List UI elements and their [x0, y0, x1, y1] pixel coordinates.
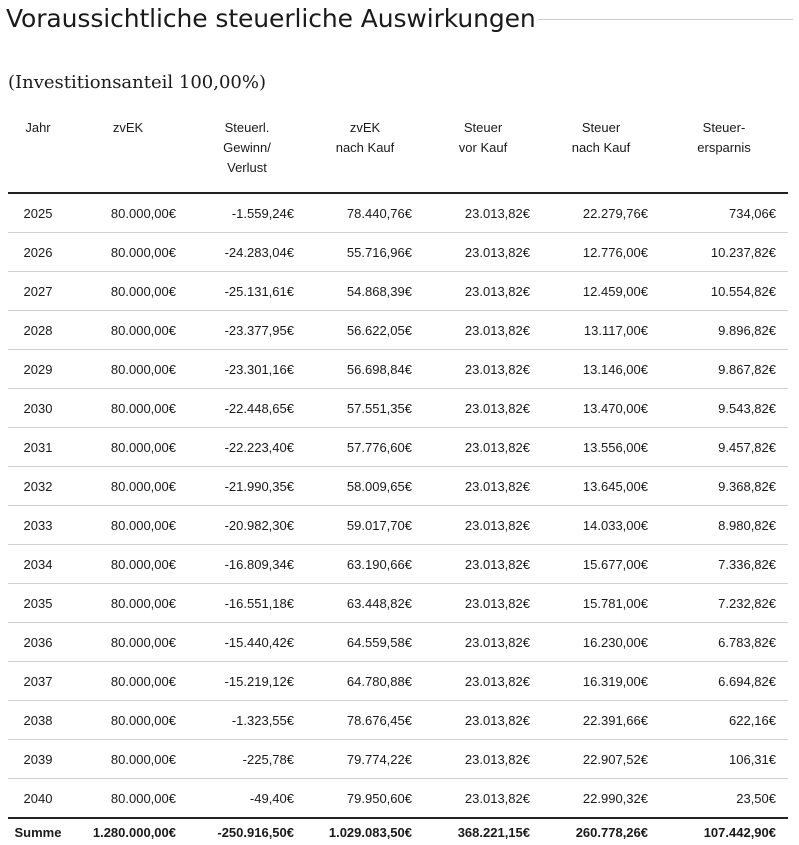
cell-steuerl-gewinn-verlust: -15.219,12€: [188, 662, 306, 701]
cell-steuer-vor-kauf: 23.013,82€: [424, 311, 542, 350]
cell-zvek-nach-kauf: 56.698,84€: [306, 350, 424, 389]
cell-zvek-nach-kauf: 64.780,88€: [306, 662, 424, 701]
cell-steuerl-gewinn-verlust: -15.440,42€: [188, 623, 306, 662]
cell-steuer-nach-kauf: 12.776,00€: [542, 233, 660, 272]
cell-zvek: 80.000,00€: [68, 740, 188, 779]
cell-jahr: 2027: [8, 272, 68, 311]
cell-zvek: 80.000,00€: [68, 467, 188, 506]
cell-steuer-vor-kauf: 23.013,82€: [424, 740, 542, 779]
total-steuer-nach-kauf: 260.778,26€: [542, 818, 660, 845]
cell-steuerersparnis: 9.457,82€: [660, 428, 788, 467]
header-steuerl-gewinn-verlust: Steuerl. Gewinn/ Verlust: [188, 108, 306, 193]
cell-zvek: 80.000,00€: [68, 506, 188, 545]
cell-steuer-vor-kauf: 23.013,82€: [424, 623, 542, 662]
total-steuer-vor-kauf: 368.221,15€: [424, 818, 542, 845]
cell-steuerersparnis: 9.896,82€: [660, 311, 788, 350]
cell-zvek-nach-kauf: 59.017,70€: [306, 506, 424, 545]
cell-steuer-vor-kauf: 23.013,82€: [424, 506, 542, 545]
table-row: [8, 428, 788, 467]
total-zvek: 1.280.000,00€: [68, 818, 188, 845]
cell-zvek-nach-kauf: 63.448,82€: [306, 584, 424, 623]
cell-steuer-vor-kauf: 23.013,82€: [424, 193, 542, 233]
cell-steuerersparnis: 10.554,82€: [660, 272, 788, 311]
header-steuer-nach-kauf: Steuer nach Kauf: [542, 108, 660, 193]
table-row: [8, 506, 788, 545]
cell-steuer-nach-kauf: 22.279,76€: [542, 193, 660, 233]
cell-jahr: 2026: [8, 233, 68, 272]
cell-zvek-nach-kauf: 79.774,22€: [306, 740, 424, 779]
table-row: [8, 467, 788, 506]
table-row: [8, 584, 788, 623]
cell-zvek-nach-kauf: 58.009,65€: [306, 467, 424, 506]
cell-steuer-nach-kauf: 13.146,00€: [542, 350, 660, 389]
totals-label: Summe: [8, 818, 68, 845]
cell-steuer-nach-kauf: 14.033,00€: [542, 506, 660, 545]
cell-steuer-vor-kauf: 23.013,82€: [424, 701, 542, 740]
cell-zvek: 80.000,00€: [68, 350, 188, 389]
cell-jahr: 2036: [8, 623, 68, 662]
cell-steuer-nach-kauf: 12.459,00€: [542, 272, 660, 311]
cell-steuerersparnis: 8.980,82€: [660, 506, 788, 545]
title-row: [6, 2, 793, 36]
cell-jahr: 2032: [8, 467, 68, 506]
cell-steuerersparnis: 7.336,82€: [660, 545, 788, 584]
table-header: [8, 108, 788, 193]
cell-zvek: 80.000,00€: [68, 662, 188, 701]
cell-zvek: 80.000,00€: [68, 779, 188, 819]
header-steuerersparnis: Steuer- ersparnis: [660, 108, 788, 193]
cell-jahr: 2029: [8, 350, 68, 389]
cell-zvek: 80.000,00€: [68, 272, 188, 311]
cell-zvek-nach-kauf: 54.868,39€: [306, 272, 424, 311]
table-row: [8, 623, 788, 662]
cell-steuerl-gewinn-verlust: -25.131,61€: [188, 272, 306, 311]
cell-jahr: 2037: [8, 662, 68, 701]
cell-steuerl-gewinn-verlust: -225,78€: [188, 740, 306, 779]
cell-steuerl-gewinn-verlust: -20.982,30€: [188, 506, 306, 545]
investment-share-subtitle: (Investitionsanteil 100,00%): [8, 72, 266, 93]
table-row: [8, 389, 788, 428]
cell-jahr: 2039: [8, 740, 68, 779]
cell-zvek-nach-kauf: 78.676,45€: [306, 701, 424, 740]
cell-zvek: 80.000,00€: [68, 311, 188, 350]
header-zvek: zvEK: [68, 108, 188, 193]
cell-steuerl-gewinn-verlust: -22.448,65€: [188, 389, 306, 428]
cell-jahr: 2038: [8, 701, 68, 740]
totals-row: [8, 818, 788, 845]
cell-steuerl-gewinn-verlust: -23.377,95€: [188, 311, 306, 350]
cell-steuer-nach-kauf: 13.556,00€: [542, 428, 660, 467]
cell-steuerersparnis: 9.867,82€: [660, 350, 788, 389]
cell-steuer-vor-kauf: 23.013,82€: [424, 389, 542, 428]
cell-steuer-nach-kauf: 22.907,52€: [542, 740, 660, 779]
cell-steuer-nach-kauf: 22.990,32€: [542, 779, 660, 819]
table-row: [8, 193, 788, 233]
table-row: [8, 233, 788, 272]
table-footer: [8, 818, 788, 845]
cell-steuerersparnis: 6.694,82€: [660, 662, 788, 701]
cell-steuerersparnis: 9.543,82€: [660, 389, 788, 428]
page-title: Voraussichtliche steuerliche Auswirkungen: [6, 2, 538, 36]
cell-steuerl-gewinn-verlust: -21.990,35€: [188, 467, 306, 506]
cell-zvek-nach-kauf: 64.559,58€: [306, 623, 424, 662]
header-zvek-nach-kauf: zvEK nach Kauf: [306, 108, 424, 193]
header-jahr: Jahr: [8, 108, 68, 193]
cell-zvek-nach-kauf: 56.622,05€: [306, 311, 424, 350]
table-body: [8, 193, 788, 818]
cell-steuerl-gewinn-verlust: -49,40€: [188, 779, 306, 819]
cell-steuer-nach-kauf: 15.781,00€: [542, 584, 660, 623]
cell-jahr: 2031: [8, 428, 68, 467]
cell-zvek-nach-kauf: 63.190,66€: [306, 545, 424, 584]
table-row: [8, 350, 788, 389]
cell-steuer-nach-kauf: 16.319,00€: [542, 662, 660, 701]
cell-steuerersparnis: 622,16€: [660, 701, 788, 740]
cell-steuerersparnis: 7.232,82€: [660, 584, 788, 623]
cell-jahr: 2034: [8, 545, 68, 584]
cell-steuerl-gewinn-verlust: -1.323,55€: [188, 701, 306, 740]
cell-steuer-vor-kauf: 23.013,82€: [424, 467, 542, 506]
cell-steuer-nach-kauf: 22.391,66€: [542, 701, 660, 740]
table-row: [8, 662, 788, 701]
cell-steuer-nach-kauf: 13.645,00€: [542, 467, 660, 506]
cell-steuer-vor-kauf: 23.013,82€: [424, 428, 542, 467]
cell-jahr: 2028: [8, 311, 68, 350]
table-row: [8, 701, 788, 740]
table-row: [8, 740, 788, 779]
cell-steuer-nach-kauf: 15.677,00€: [542, 545, 660, 584]
cell-steuerersparnis: 734,06€: [660, 193, 788, 233]
cell-steuer-vor-kauf: 23.013,82€: [424, 779, 542, 819]
cell-zvek-nach-kauf: 55.716,96€: [306, 233, 424, 272]
table-row: [8, 272, 788, 311]
cell-zvek: 80.000,00€: [68, 193, 188, 233]
cell-steuerl-gewinn-verlust: -23.301,16€: [188, 350, 306, 389]
cell-jahr: 2035: [8, 584, 68, 623]
tax-effects-table: [8, 108, 788, 845]
cell-jahr: 2030: [8, 389, 68, 428]
cell-steuer-vor-kauf: 23.013,82€: [424, 662, 542, 701]
cell-steuerl-gewinn-verlust: -1.559,24€: [188, 193, 306, 233]
cell-steuerl-gewinn-verlust: -16.809,34€: [188, 545, 306, 584]
table-row: [8, 779, 788, 819]
cell-steuerl-gewinn-verlust: -22.223,40€: [188, 428, 306, 467]
cell-zvek: 80.000,00€: [68, 233, 188, 272]
cell-steuer-vor-kauf: 23.013,82€: [424, 233, 542, 272]
cell-steuerersparnis: 106,31€: [660, 740, 788, 779]
total-zvek-nach-kauf: 1.029.083,50€: [306, 818, 424, 845]
cell-zvek-nach-kauf: 57.551,35€: [306, 389, 424, 428]
cell-zvek: 80.000,00€: [68, 545, 188, 584]
cell-steuerersparnis: 9.368,82€: [660, 467, 788, 506]
cell-steuer-vor-kauf: 23.013,82€: [424, 350, 542, 389]
header-row: [8, 108, 788, 193]
cell-steuer-nach-kauf: 16.230,00€: [542, 623, 660, 662]
table-row: [8, 311, 788, 350]
cell-zvek-nach-kauf: 57.776,60€: [306, 428, 424, 467]
cell-steuer-vor-kauf: 23.013,82€: [424, 272, 542, 311]
cell-steuerersparnis: 23,50€: [660, 779, 788, 819]
cell-steuer-nach-kauf: 13.117,00€: [542, 311, 660, 350]
cell-zvek: 80.000,00€: [68, 584, 188, 623]
cell-steuerersparnis: 10.237,82€: [660, 233, 788, 272]
cell-zvek: 80.000,00€: [68, 623, 188, 662]
cell-zvek: 80.000,00€: [68, 389, 188, 428]
cell-steuer-nach-kauf: 13.470,00€: [542, 389, 660, 428]
cell-steuer-vor-kauf: 23.013,82€: [424, 545, 542, 584]
table-row: [8, 545, 788, 584]
header-steuer-vor-kauf: Steuer vor Kauf: [424, 108, 542, 193]
cell-steuerl-gewinn-verlust: -24.283,04€: [188, 233, 306, 272]
cell-jahr: 2025: [8, 193, 68, 233]
total-steuerersparnis: 107.442,90€: [660, 818, 788, 845]
cell-zvek-nach-kauf: 79.950,60€: [306, 779, 424, 819]
total-steuerl-gewinn-verlust: -250.916,50€: [188, 818, 306, 845]
cell-zvek: 80.000,00€: [68, 428, 188, 467]
cell-steuer-vor-kauf: 23.013,82€: [424, 584, 542, 623]
cell-zvek-nach-kauf: 78.440,76€: [306, 193, 424, 233]
cell-steuerersparnis: 6.783,82€: [660, 623, 788, 662]
cell-steuerl-gewinn-verlust: -16.551,18€: [188, 584, 306, 623]
cell-jahr: 2040: [8, 779, 68, 819]
cell-jahr: 2033: [8, 506, 68, 545]
cell-zvek: 80.000,00€: [68, 701, 188, 740]
